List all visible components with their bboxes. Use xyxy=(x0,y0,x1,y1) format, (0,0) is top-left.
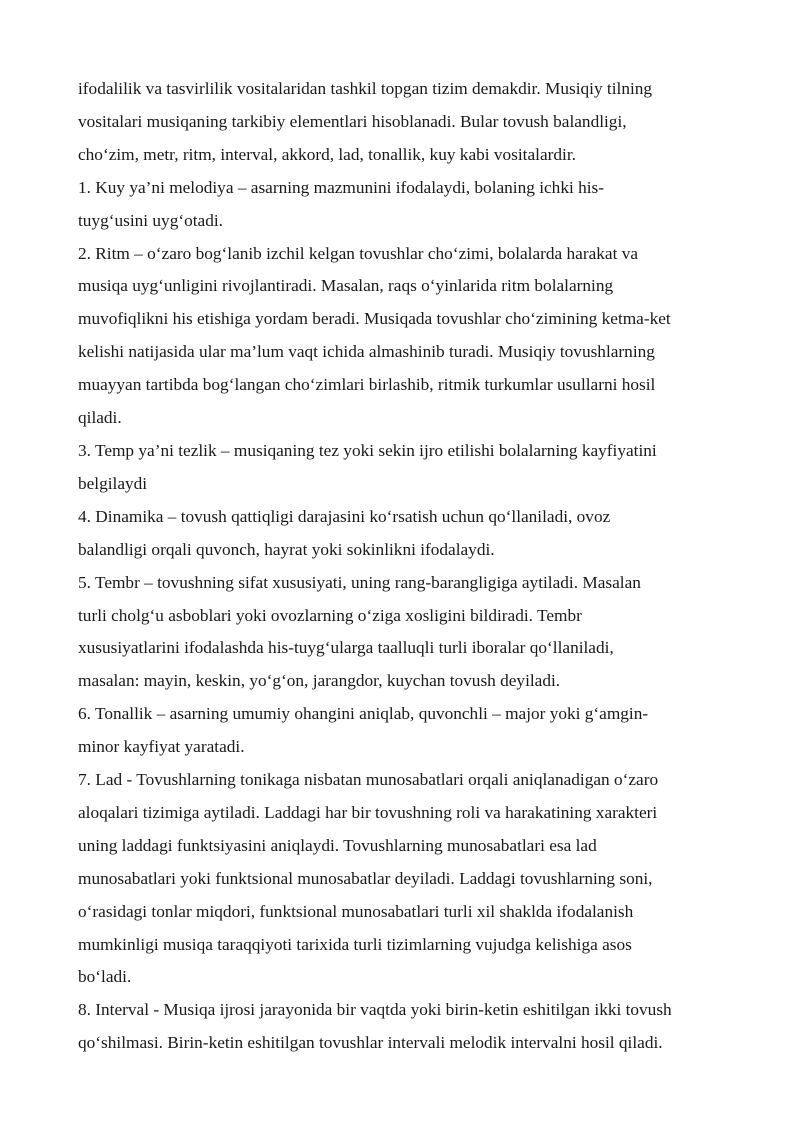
text-line-7: musiqa uyg‘unligini rivojlantiradi. Masalan, raqs o‘yinlarida ritm bolalarning xyxy=(78,276,614,296)
document-page xyxy=(78,73,728,1060)
text-line-28: bo‘ladi. xyxy=(78,967,132,987)
text-line-10: muayyan tartibda bog‘langan cho‘zimlari birlashib, ritmik turkumlar usullarni hosil xyxy=(78,375,656,395)
text-line-17: turli cholg‘u asboblari yoki ovozlarning o‘ziga xosligini bildiradi. Tembr xyxy=(78,605,582,625)
text-line-30: qo‘shilmasi. Birin-ketin eshitilgan tovushlar intervali melodik intervalni hosil qiladi. xyxy=(78,1033,663,1053)
text-line-6: 2. Ritm – o‘zaro bog‘lanib izchil kelgan tovushlar cho‘zimi, bolalarda harakat va xyxy=(78,243,639,263)
text-line-13: belgilaydi xyxy=(78,473,148,493)
text-line-21: minor kayfiyat yaratadi. xyxy=(78,737,245,757)
text-line-23: aloqalari tizimiga aytiladi. Laddagi har bir tovushning roli va harakatining xarakteri xyxy=(78,802,658,822)
text-line-27: mumkinligi musiqa taraqqiyoti tarixida turli tizimlarning vujudga kelishiga asos xyxy=(78,934,632,954)
text-line-3: cho‘zim, metr, ritm, interval, akkord, lad, tonallik, kuy kabi vositalardir. xyxy=(78,144,576,164)
text-line-5: tuyg‘usini uyg‘otadi. xyxy=(78,210,223,230)
text-line-11: qiladi. xyxy=(78,408,122,428)
text-line-18: xususiyatlarini ifodalashda his-tuyg‘ularga taalluqli turli iboralar qo‘llaniladi, xyxy=(78,638,614,658)
text-line-20: 6. Tonallik – asarning umumiy ohangini aniqlab, quvonchli – major yoki g‘amgin- xyxy=(78,704,649,724)
text-line-25: munosabatlari yoki funktsional munosabatlar deyiladi. Laddagi tovushlarning soni, xyxy=(78,868,653,888)
text-line-14: 4. Dinamika – tovush qattiqligi darajasini ko‘rsatish uchun qo‘llaniladi, ovoz xyxy=(78,506,611,526)
text-line-1: ifodalilik va tasvirlilik vositalaridan tashkil topgan tizim demakdir. Musiqiy tilning xyxy=(78,79,653,98)
text-line-8: muvofiqlikni his etishiga yordam beradi. Musiqada tovushlar cho‘zimining ketma-ket xyxy=(78,309,671,329)
text-line-15: balandligi orqali quvonch, hayrat yoki sokinlikni ifodalaydi. xyxy=(78,539,495,559)
text-line-22: 7. Lad - Tovushlarning tonikaga nisbatan munosabatlari orqali aniqlanadigan o‘zaro xyxy=(78,770,659,790)
text-line-24: uning laddagi funktsiyasini aniqlaydi. Tovushlarning munosabatlari esa lad xyxy=(78,835,597,855)
text-line-29: 8. Interval - Musiqa ijrosi jarayonida bir vaqtda yoki birin-ketin eshitilgan ikki tovush xyxy=(78,1000,672,1020)
text-line-16: 5. Tembr – tovushning sifat xususiyati, uning rang-barangligiga aytiladi. Masalan xyxy=(78,572,641,592)
text-line-9: kelishi natijasida ular ma’lum vaqt ichida almashinib turadi. Musiqiy tovushlarning xyxy=(78,342,655,362)
text-line-19: masalan: mayin, keskin, yo‘g‘on, jarangdor, kuychan tovush deyiladi. xyxy=(78,671,561,691)
text-line-26: o‘rasidagi tonlar miqdori, funktsional munosabatlari turli xil shaklda ifodalanish xyxy=(78,901,634,921)
text-line-2: vositalari musiqaning tarkibiy elementlari hisoblanadi. Bular tovush balandligi, xyxy=(78,111,627,131)
text-line-4: 1. Kuy ya’ni melodiya – asarning mazmunini ifodalaydi, bolaning ichki his- xyxy=(78,177,605,197)
text-line-12: 3. Temp ya’ni tezlik – musiqaning tez yoki sekin ijro etilishi bolalarning kayfiyatini xyxy=(78,440,657,460)
